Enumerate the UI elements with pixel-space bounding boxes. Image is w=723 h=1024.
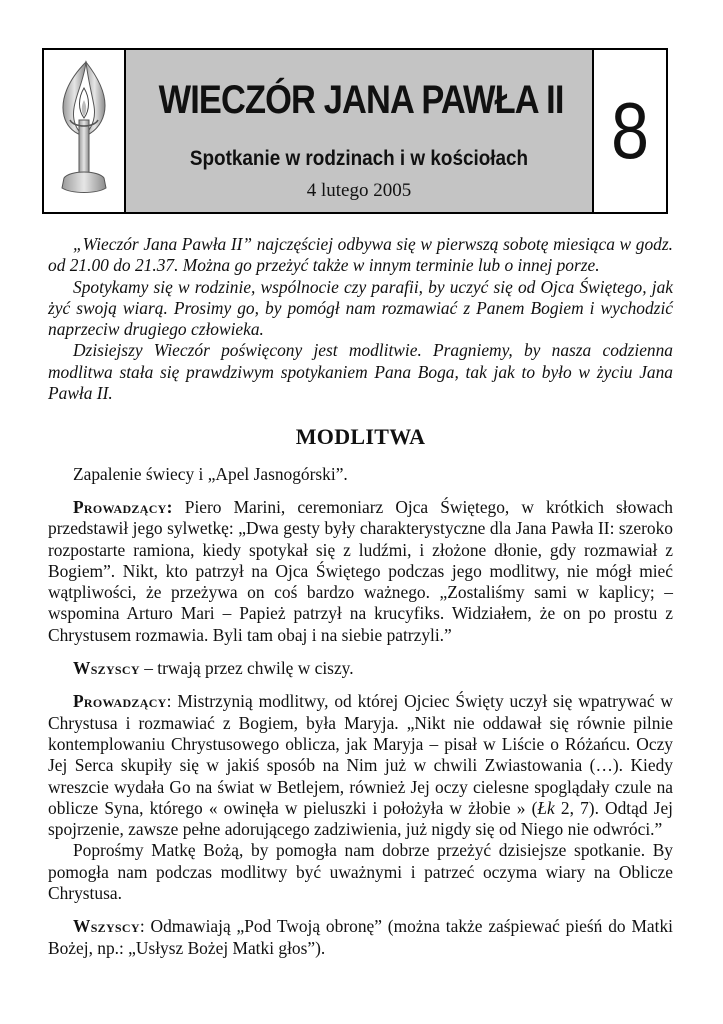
all-text: – trwają przez chwilę w ciszy. — [139, 658, 354, 679]
leader-text: Piero Marini, ceremoniarz Ojca Świętego, w krótkich słowach przedstawił jego sylwetkę: „Dwa gesty były charakterystyczne dla Jana Pawła II: szeroko rozpostarte ramiona, kiedy spotykał się z ludźmi, i złożone dłonie, gdy rozmawiał z Bogiem”. Nikt, kto patrzył na Ojca Świętego podczas jego modlitwy, nie mógł mieć wątpliwości, że przeżywa on coś bardzo ważnego. „Zostaliśmy sami w kaplicy; – wspomina Arturo Mari – Papież patrzył na krucyfiks. Widziałem, że on po prostu z Chrystusem rozmawia. Byli tam obaj i na siebie patrzyli.” — [48, 496, 673, 645]
leader-paragraph-2 — [48, 691, 673, 840]
page-subtitle: Spotkanie w rodzinach i w kościołach — [189, 147, 529, 170]
leader-label: Prowadzący — [73, 691, 167, 712]
all-label: Wszyscy — [73, 658, 140, 679]
logo-cell — [44, 50, 126, 212]
leader-paragraph-3: Poprośmy Matkę Bożą, by pomogła nam dobrze przeżyć dzisiejsze spotkanie. By pomogła nam podczas modlitwy być uważnymi i patrzeć oczyma wiary na Oblicze Chrystusa. — [48, 840, 673, 904]
intro-paragraph-2: Spotykamy się w rodzinie, wspólnocie czy parafii, by uczyć się od Ojca Świętego, jak żyć swoją wiarą. Prosimy go, by pomógł nam rozmawiać z Panem Bogiem i wychodzić naprzeciw drugiego człowieka. — [48, 276, 673, 340]
candle-line: Zapalenie świecy i „Apel Jasnogórski”. — [73, 463, 348, 484]
leader-paragraph-1 — [48, 497, 673, 646]
intro-section — [48, 234, 673, 404]
all-paragraph-1 — [48, 658, 673, 679]
all-text: : Odmawiają „Pod Twoją obronę” (można także zaśpiewać pieśń do Matki Bożej, np.: „Usłysz Bożej Matki głos”). — [48, 916, 673, 958]
leader-text: : Mistrzynią modlitwy, od której Ojciec Święty uczył się wpatrywać w Chrystusa i rozmawiać z Bogiem, była Maryja. „Nikt nie oddawał się równie pilnie kontemplowaniu Chrystusowego oblicza, jak Maryja – pisał w Liście o Różańcu. Oczy Jej Serca skupiły się w jakiś sposób na Nim już w chwili Zwiastowania (…). Kiedy wreszcie wydała Go na świat w Betlejem, również Jej oczy cielesne spoglądały czule na oblicze Syna, którego « owinęła w pieluszki i położyła w żłobie » ( — [48, 691, 673, 818]
page-title: WIECZÓR JANA PAWŁA II — [158, 78, 564, 122]
header-box — [42, 48, 668, 214]
scripture-reference: Łk — [537, 797, 555, 818]
section-title: MODLITWA — [295, 424, 426, 450]
document-body — [48, 234, 673, 959]
all-paragraph-2 — [48, 916, 673, 959]
intro-paragraph-3: Dzisiejszy Wieczór poświęcony jest modlitwie. Pragniemy, by nasza codzienna modlitwa stała się prawdziwym spotykaniem Pana Boga, tak jak to było w życiu Jana Pawła II. — [48, 340, 673, 404]
intro-paragraph-1: „Wieczór Jana Pawła II” najczęściej odbywa się w pierwszą sobotę miesiąca w godz. od 21.00 do 21.37. Można go przeżyć także w innym terminie lub o innej porze. — [48, 234, 673, 276]
leader-text-continued: 2, 7). Odtąd Jej spojrzenie, zawsze pełne adorującego zadziwienia, już nigdy się od Niego nie odwróci.” — [48, 797, 673, 840]
issue-date: 4 lutego 2005 — [306, 180, 412, 201]
title-cell — [126, 50, 594, 212]
all-label: Wszyscy — [73, 916, 140, 937]
issue-number: 8 — [611, 86, 649, 175]
candle-flame-icon — [56, 58, 112, 204]
leader-label: Prowadzący: — [73, 496, 173, 517]
